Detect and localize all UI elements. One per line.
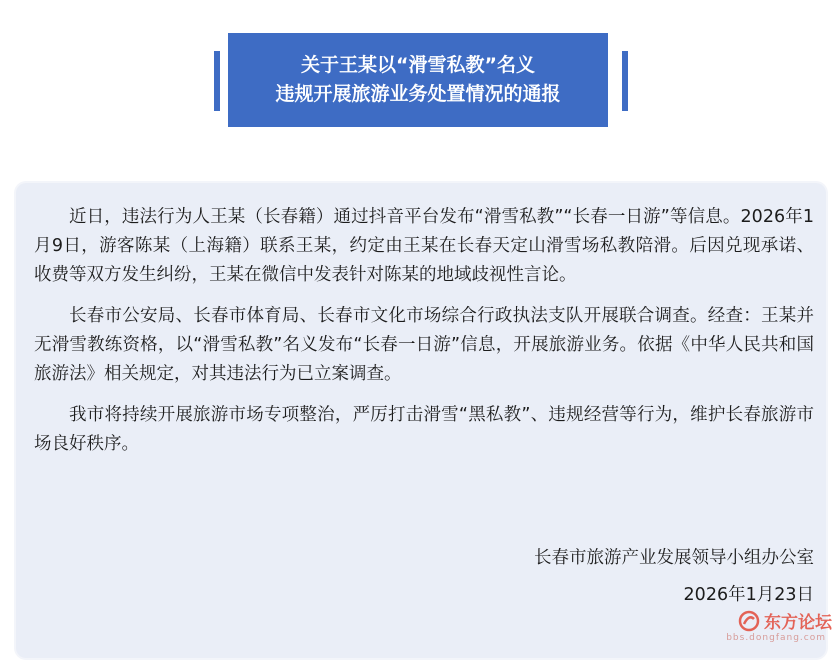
notice-title-line-2: 违规开展旅游业务处置情况的通报 [275,83,561,105]
notice-body [34,203,814,471]
watermark-subtext: bbs.dongfang.com [726,633,826,643]
watermark-text: 东方论坛 [764,613,832,633]
body-paragraph-2: 长春市公安局、长春市体育局、长春市文化市场综合行政执法支队开展联合调查。经查：王某并无滑雪教练资格，以“滑雪私教”名义发布“长春一日游”信息，开展旅游业务。依据《中华人民共和国旅游法》相关规定，对其违法行为已立案调查。 [34,306,814,384]
watermark-logo-icon [738,610,760,632]
title-right-accent-bar [622,51,628,111]
issuing-organization: 长春市旅游产业发展领导小组办公室 [534,548,814,568]
body-paragraph-1: 近日，违法行为人王某（长春籍）通过抖音平台发布“滑雪私教”“长春一日游”等信息。2026年1月9日，游客陈某（上海籍）联系王某，约定由王某在长春天定山滑雪场私教陪滑。后因兑现承诺、收费等双方发生纠纷，王某在微信中发表针对陈某的地域歧视性言论。 [34,207,814,285]
watermark [738,608,832,633]
title-left-accent-bar [214,51,220,111]
notice-title-line-1: 关于王某以“滑雪私教”名义 [301,54,535,76]
body-paragraph-3: 我市将持续开展旅游市场专项整治，严厉打击滑雪“黑私教”、违规经营等行为，维护长春旅游市场良好秩序。 [34,405,814,454]
issue-date: 2026年1月23日 [683,585,814,605]
notice-title-banner [228,33,608,127]
